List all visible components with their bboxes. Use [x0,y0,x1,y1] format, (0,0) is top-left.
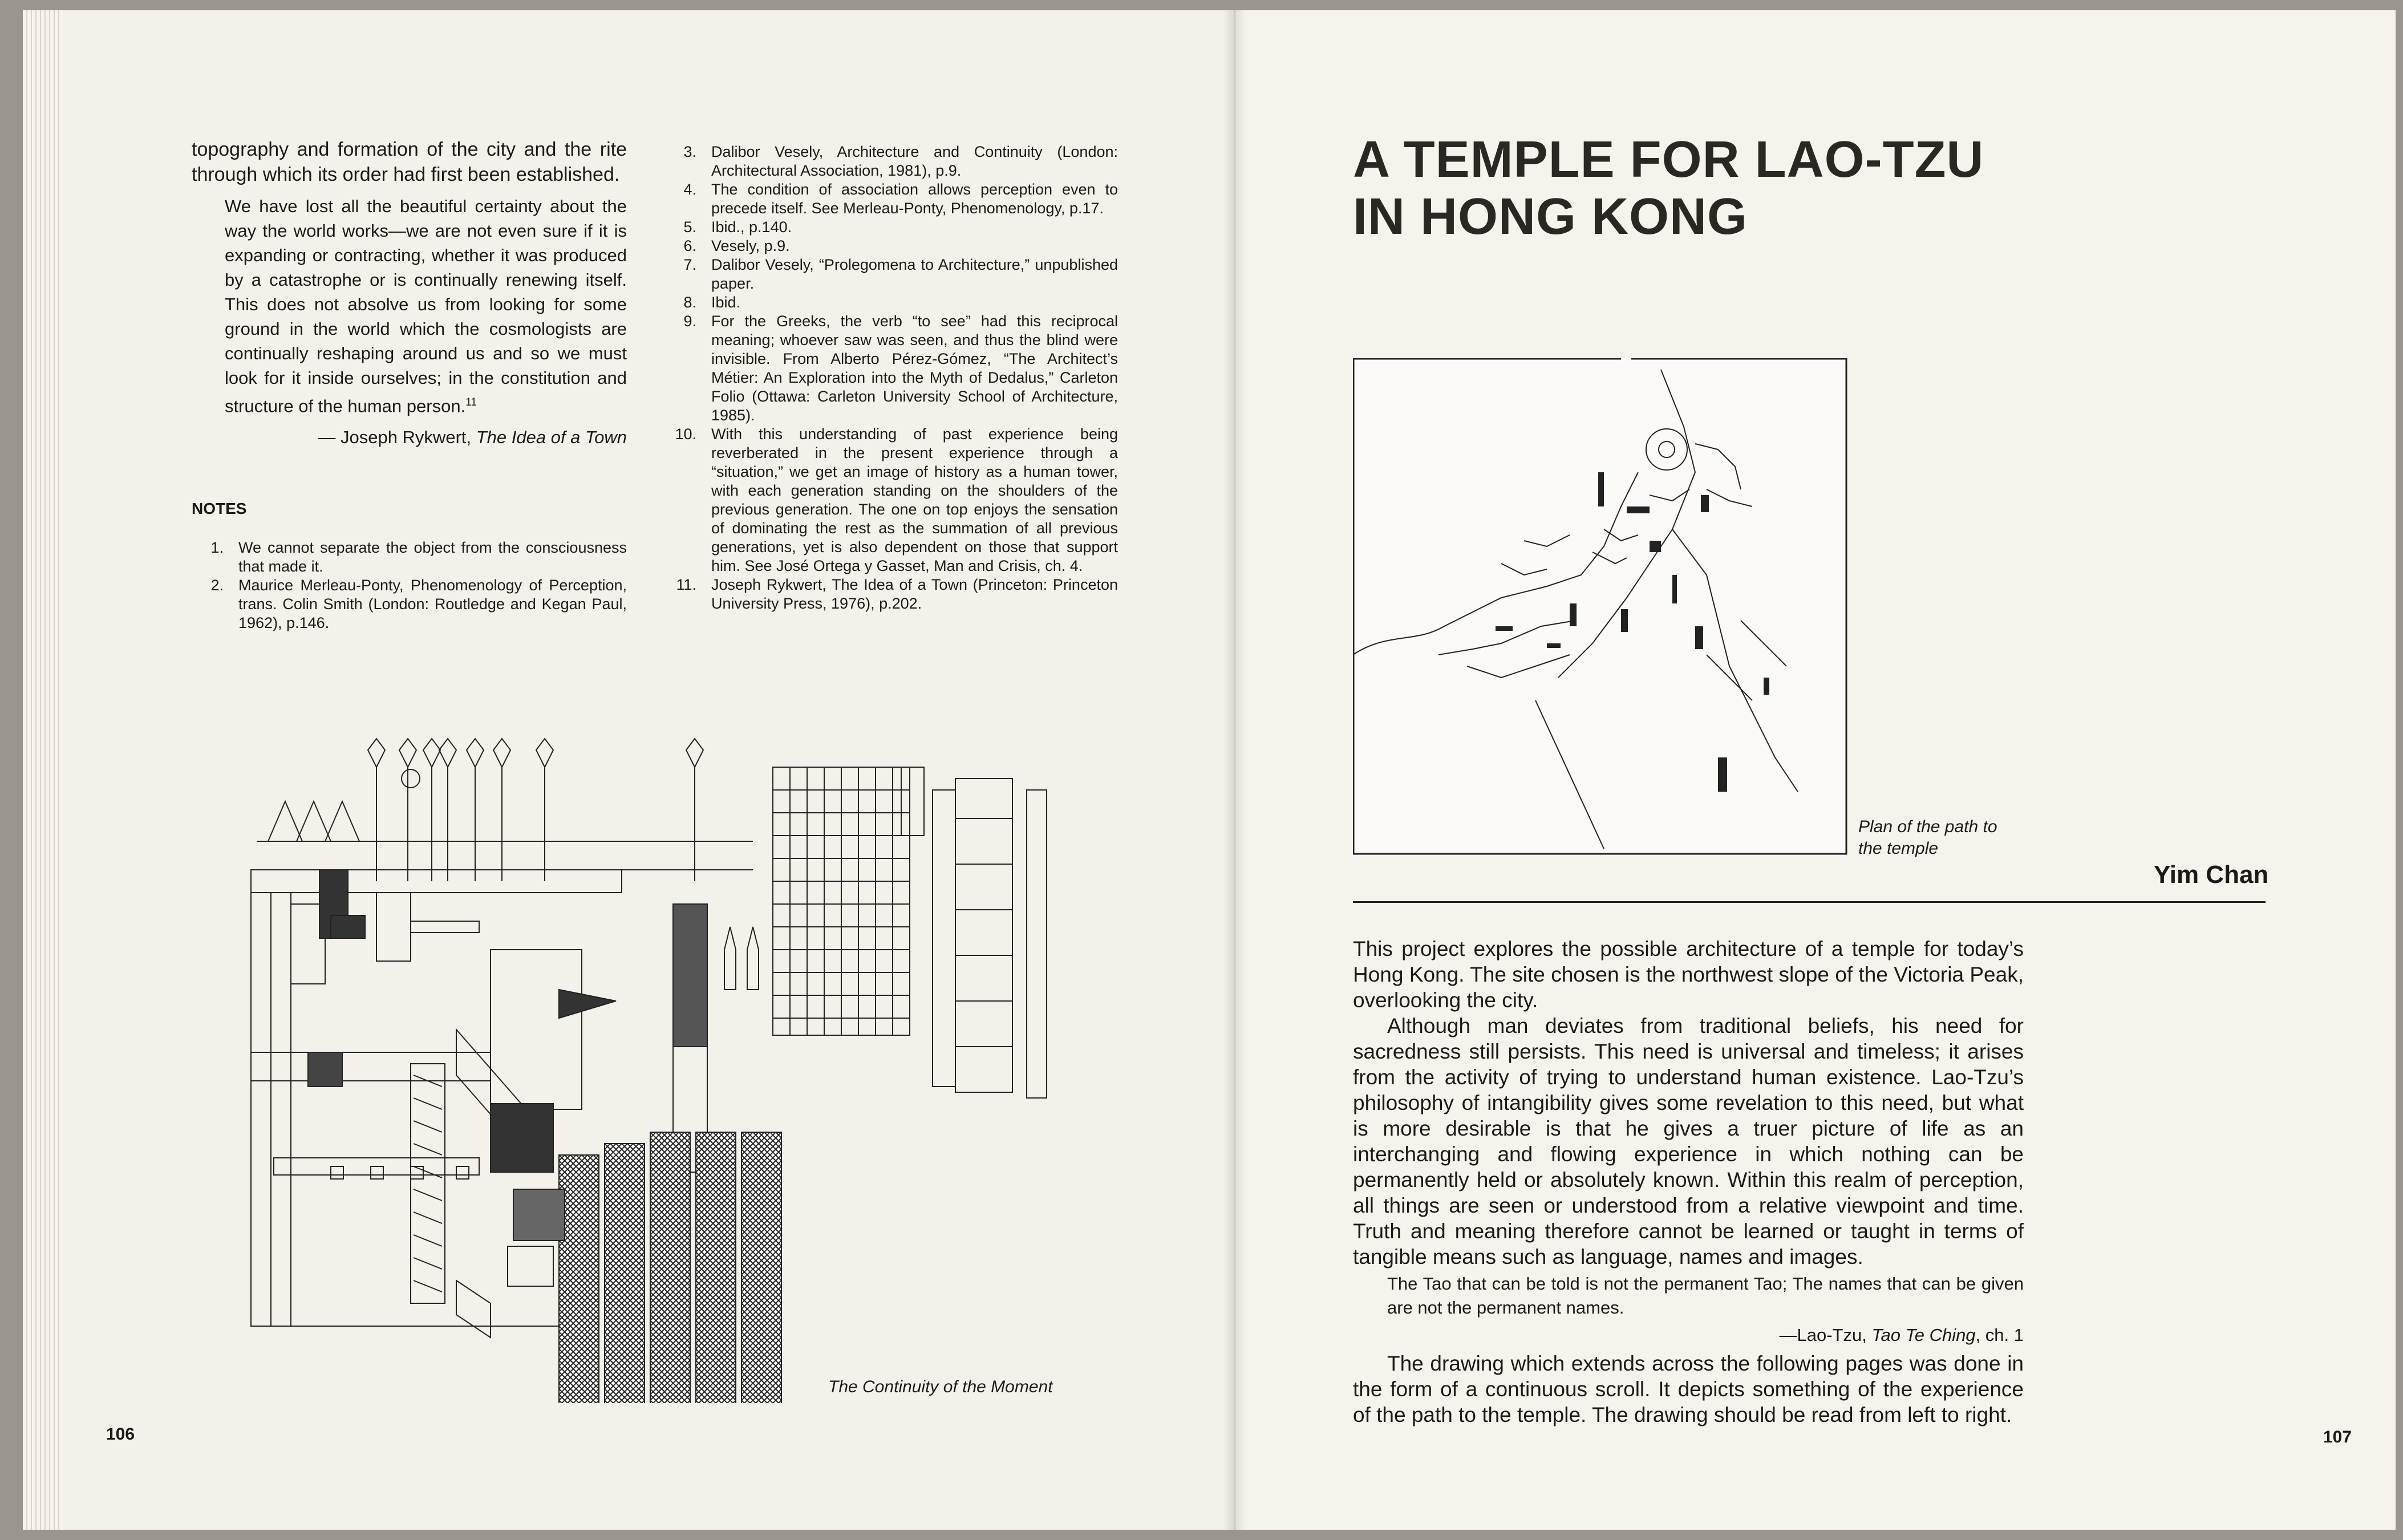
tao-attribution-prefix: —Lao-Tzu, [1779,1325,1872,1345]
paragraph-2: Although man deviates from traditional beliefs, his need for sacredness still persists. This need is universal and timeless; it arises from the activity of trying to understand human existence. Lao-Tzu’s philosophy of intangibility gives some revelation to this need, but what is more desirable is that he gives a truer picture of life as an interchanging and flowing experience in which nothing can be permanently held or absolutely known. Within this realm of perception, all things are seen or understood from a relative viewpoint and time. Truth and meaning therefore cannot be learned or taught in terms of tangible means such as language, names and images. [1353,1014,2024,1269]
note-number: 9. [683,313,696,330]
site-plan-map [1353,358,1848,856]
note-item [192,538,627,576]
map-caption: Plan of the path to the temple [1858,817,1997,858]
title-line-2: IN HONG KONG [1353,188,1748,245]
page-number-left: 106 [106,1425,135,1444]
note-text: We cannot separate the object from the consciousness that made it. [238,539,627,576]
note-number: 10. [675,425,696,443]
quote-text: We have lost all the beautiful certainty about the way the world works—we are not even sure if it is expanding or contracting, whether it was produced by a catastrophe or is continually renewing itself. This does not absolve us from looking for some ground in the world which the cosmologists are continually reshaping around us and so we must look for it inside ourselves; in the constitution and structure of the human person. [225,196,627,416]
note-number: 4. [683,181,696,198]
note-text: Joseph Rykwert, The Idea of a Town (Princeton: Princeton University Press, 1976), p.202. [711,576,1118,612]
note-number: 3. [683,143,696,160]
paragraph-1: This project explores the possible architecture of a temple for today’s Hong Kong. The site chosen is the northwest slope of the Victoria Peak, overlooking the city. [1353,937,2024,1012]
note-text: Ibid. [711,294,741,311]
note-item [192,576,627,633]
quote-footnote-ref: 11 [465,396,477,408]
note-number: 1. [210,539,224,557]
note-item [664,293,1118,312]
note-number: 8. [683,294,696,311]
note-text: Maurice Merleau-Ponty, Phenomenology of Perception, trans. Colin Smith (London: Routledge and Kegan Paul, 1962), p.146. [238,577,627,632]
note-text: For the Greeks, the verb “to see” had this reciprocal meaning; whoever saw was seen, and thus the blind were invisible. From Alberto Pérez-Gómez, “The Architect’s Métier: An Exploration into the Myth of Dedalus,” Carleton Folio (Ottawa: Carleton University School of Architecture, 1985). [711,313,1118,424]
intro-text: topography and formation of the city and the rite through which its order had first been established. [192,139,627,185]
tao-quote: The Tao that can be told is not the permanent Tao; The names that can be given are not the permanent names. [1387,1274,2024,1318]
note-text: The condition of association allows perception even to precede itself. See Merleau-Ponty, Phenomenology, p.17. [711,181,1118,217]
notes-list-right [664,143,1118,613]
page-edges [23,10,63,1530]
note-text: With this understanding of past experience being reverberated in the present experience through a “situation,” we get an image of history as a human tower, with each generation standing on the shoulders of the previous generation. The one on top enjoys the sensation of dominating the rest as the summation of all previous generations, yet is also dependent on those that support him. See José Ortega y Gasset, Man and Crisis, ch. 4. [711,425,1118,574]
quote-attribution [192,425,627,449]
note-item [664,143,1118,180]
note-item [664,312,1118,425]
paragraph-3: The drawing which extends across the following pages was done in the form of a continuous scroll. It depicts something of the experience of the path to the temple. The drawing should be read from left to right. [1353,1352,2024,1426]
note-text: Vesely, p.9. [711,237,790,254]
note-number: 2. [210,577,224,594]
note-item [664,218,1118,237]
tao-attribution-suffix: , ch. 1 [1975,1325,2024,1345]
note-number: 7. [683,256,696,273]
notes-list-left [192,538,627,633]
rykwert-quote [225,194,627,418]
note-item [664,576,1118,613]
attribution-prefix: — Joseph Rykwert, [318,427,476,448]
title-divider [1353,901,2266,903]
lantern-icon [368,739,385,881]
book-gutter [1223,10,1246,1530]
note-number: 5. [683,218,696,236]
title-line-1: A TEMPLE FOR LAO-TZU [1353,131,1984,188]
attribution-title: The Idea of a Town [476,427,627,448]
left-text-column [192,137,627,633]
notes-heading: NOTES [192,500,247,518]
note-text: Dalibor Vesely, Architecture and Continuity (London: Architectural Association, 1981), p.9. [711,143,1118,179]
note-item [664,425,1118,576]
figure-caption: The Continuity of the Moment [828,1377,1053,1396]
note-text: Dalibor Vesely, “Prolegomena to Architecture,” unpublished paper. [711,256,1118,292]
tao-attribution-title: Tao Te Ching [1871,1325,1976,1345]
article-title [1353,131,2037,245]
article-body [1353,936,2024,1428]
note-item [664,237,1118,256]
page-number-right: 107 [2323,1428,2352,1446]
tao-quote-attribution [1353,1323,2024,1347]
note-item [664,256,1118,293]
note-number: 6. [683,237,696,254]
continuity-of-moment-drawing [240,733,1064,1403]
author-name: Yim Chan [2154,861,2269,889]
note-item [664,180,1118,218]
note-number: 11. [676,576,696,593]
note-text: Ibid., p.140. [711,218,792,236]
